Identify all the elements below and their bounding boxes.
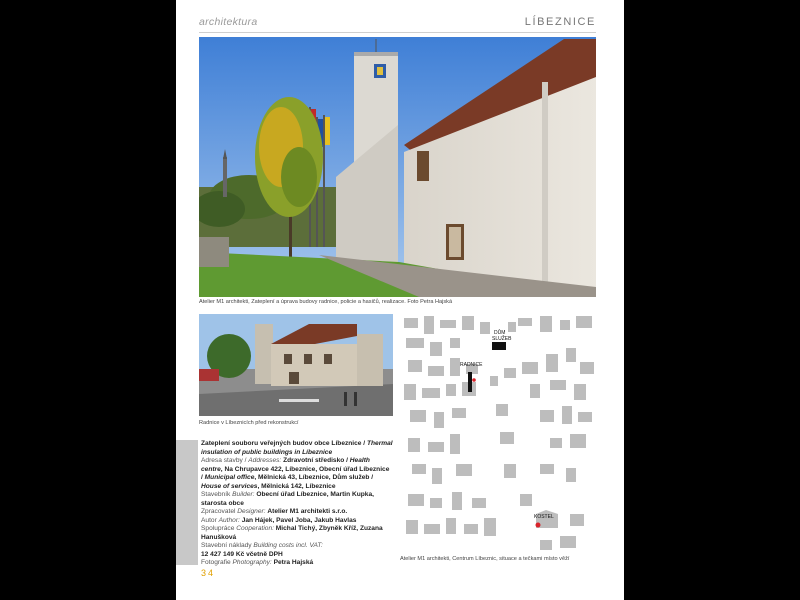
- site-plan-map: [400, 314, 596, 554]
- before-photo-caption: Radnice v Líbeznicích před rekonstrukcí: [199, 420, 299, 426]
- page-number: 34: [201, 568, 216, 578]
- project-address: Adresa stavby / Addresses: Zdravotní středisko / Health centre, Na Chrupavce 422, Líbeznice, Obecní úřad Líbeznice / Municipal office, Mělnická 43, Líbeznice, Dům služeb / House of services, Mělnická 142, Líbeznice: [201, 457, 390, 490]
- before-photo: [199, 314, 393, 416]
- main-photo-caption: Atelier M1 architekti, Zateplení a úprava budovy radnice, policie a hasičů, realizace. Foto Petra Hajská: [199, 299, 453, 305]
- project-builder: Stavebník Builder: Obecní úřad Líbeznice, Martin Kupka, starosta obce: [201, 491, 374, 507]
- map-caption: Atelier M1 architekti, Centrum Líbeznic, situace a tečkami místo věží: [400, 556, 570, 562]
- accent-bar: [176, 440, 198, 565]
- section-header: architektura: [199, 16, 258, 28]
- svg-text:SLUŽEB: SLUŽEB: [492, 336, 512, 342]
- main-photo: [199, 37, 596, 297]
- project-photography: Fotografie Photography: Petra Hajská: [201, 559, 314, 566]
- project-author: Autor Author: Jan Hájek, Pavel Joba, Jakub Havlas: [201, 516, 357, 524]
- site-map: [400, 314, 596, 554]
- town-hall-photo: [199, 37, 596, 297]
- project-info: [201, 440, 393, 568]
- map-label-radnice: RADNICE: [460, 362, 483, 368]
- location-header: LÍBEZNICE: [524, 16, 596, 28]
- project-costs: Stavební náklady Building costs incl. VAT: 12 427 149 Kč včetně DPH: [201, 542, 323, 558]
- map-label-dum-sluzeb: DŮM: [494, 330, 506, 336]
- project-cooperation: Spolupráce Cooperation: Michal Tichý, Zbyněk Kříž, Zuzana Hanušková: [201, 525, 383, 541]
- map-label-kostel: KOSTEL: [534, 514, 554, 520]
- town-hall-before-photo: [199, 314, 393, 416]
- project-title: Zateplení souboru veřejných budov obce Líbeznice / Thermal insulation of public buildings in Líbeznice: [201, 440, 393, 456]
- header-rule: [199, 32, 596, 33]
- magazine-page: [176, 0, 624, 600]
- project-designer: Zpracovatel Designer: Atelier M1 architekti s.r.o.: [201, 508, 348, 515]
